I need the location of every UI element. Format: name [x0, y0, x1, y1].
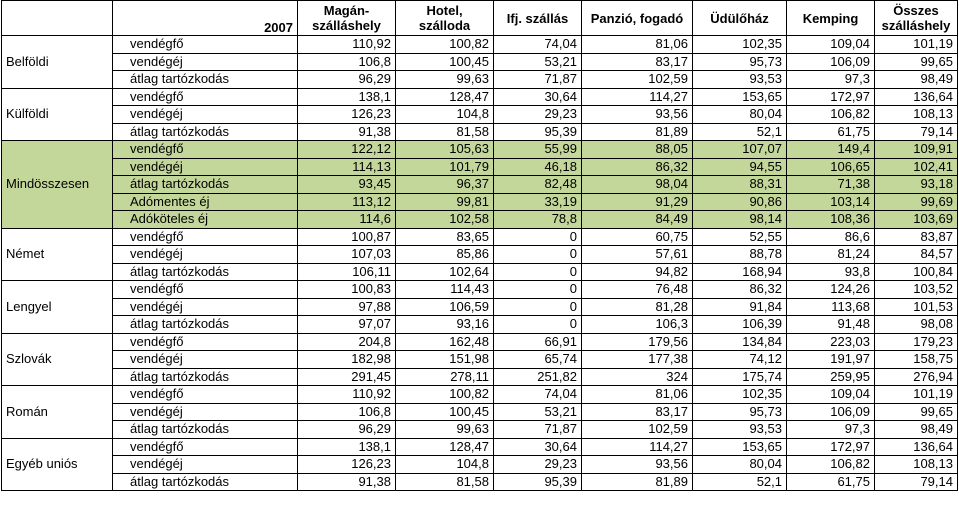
value-cell: 251,82 [494, 368, 582, 386]
column-header-holiday-house: Üdülőház [693, 1, 787, 36]
table-row [2, 141, 958, 159]
value-cell: 91,48 [787, 316, 875, 334]
value-cell: 182,98 [298, 351, 396, 369]
value-cell: 78,8 [494, 211, 582, 229]
value-cell: 102,59 [582, 71, 693, 89]
row-label: vendégéj [113, 246, 298, 264]
value-cell: 106,82 [787, 106, 875, 124]
value-cell: 29,23 [494, 106, 582, 124]
value-cell: 179,23 [875, 333, 958, 351]
value-cell: 126,23 [298, 106, 396, 124]
value-cell: 102,35 [693, 386, 787, 404]
row-label: átlag tartózkodás [113, 368, 298, 386]
value-cell: 53,21 [494, 53, 582, 71]
table-row [2, 351, 958, 369]
table-row [2, 106, 958, 124]
value-cell: 94,55 [693, 158, 787, 176]
row-label: átlag tartózkodás [113, 123, 298, 141]
value-cell: 102,35 [693, 36, 787, 54]
value-cell: 204,8 [298, 333, 396, 351]
value-cell: 106,39 [693, 316, 787, 334]
value-cell: 30,64 [494, 438, 582, 456]
value-cell: 81,28 [582, 298, 693, 316]
row-label: Adóköteles éj [113, 211, 298, 229]
table-row [2, 36, 958, 54]
group-label: Szlovák [2, 333, 113, 386]
value-cell: 110,92 [298, 36, 396, 54]
year-header: 2007 [113, 1, 298, 36]
value-cell: 97,88 [298, 298, 396, 316]
value-cell: 81,89 [582, 123, 693, 141]
value-cell: 113,12 [298, 193, 396, 211]
value-cell: 93,56 [582, 106, 693, 124]
value-cell: 84,57 [875, 246, 958, 264]
value-cell: 91,84 [693, 298, 787, 316]
value-cell: 100,45 [396, 53, 494, 71]
value-cell: 98,49 [875, 421, 958, 439]
value-cell: 93,8 [787, 263, 875, 281]
value-cell: 30,64 [494, 88, 582, 106]
column-header-camping: Kemping [787, 1, 875, 36]
row-label: vendégfő [113, 88, 298, 106]
table-row [2, 438, 958, 456]
value-cell: 0 [494, 281, 582, 299]
value-cell: 61,75 [787, 123, 875, 141]
row-label: átlag tartózkodás [113, 473, 298, 491]
table-body [2, 36, 958, 491]
value-cell: 99,69 [875, 193, 958, 211]
value-cell: 259,95 [787, 368, 875, 386]
value-cell: 122,12 [298, 141, 396, 159]
value-cell: 151,98 [396, 351, 494, 369]
row-label: vendégfő [113, 36, 298, 54]
value-cell: 0 [494, 316, 582, 334]
table-row [2, 71, 958, 89]
row-label: Adómentes éj [113, 193, 298, 211]
row-label: vendégfő [113, 333, 298, 351]
value-cell: 99,81 [396, 193, 494, 211]
table-row [2, 281, 958, 299]
column-header-private: Magán- szálláshely [298, 1, 396, 36]
value-cell: 80,04 [693, 106, 787, 124]
value-cell: 90,86 [693, 193, 787, 211]
value-cell: 100,82 [396, 386, 494, 404]
value-cell: 276,94 [875, 368, 958, 386]
value-cell: 106,8 [298, 403, 396, 421]
value-cell: 98,49 [875, 71, 958, 89]
value-cell: 107,07 [693, 141, 787, 159]
value-cell: 96,29 [298, 421, 396, 439]
value-cell: 106,8 [298, 53, 396, 71]
value-cell: 83,17 [582, 53, 693, 71]
value-cell: 100,84 [875, 263, 958, 281]
value-cell: 113,68 [787, 298, 875, 316]
value-cell: 223,03 [787, 333, 875, 351]
value-cell: 93,16 [396, 316, 494, 334]
value-cell: 128,47 [396, 438, 494, 456]
value-cell: 106,82 [787, 456, 875, 474]
value-cell: 107,03 [298, 246, 396, 264]
value-cell: 83,65 [396, 228, 494, 246]
value-cell: 191,97 [787, 351, 875, 369]
value-cell: 126,23 [298, 456, 396, 474]
value-cell: 138,1 [298, 88, 396, 106]
row-label: átlag tartózkodás [113, 263, 298, 281]
value-cell: 79,14 [875, 473, 958, 491]
column-header-pension: Panzió, fogadó [582, 1, 693, 36]
table-row [2, 298, 958, 316]
value-cell: 83,87 [875, 228, 958, 246]
value-cell: 74,12 [693, 351, 787, 369]
value-cell: 136,64 [875, 438, 958, 456]
value-cell: 0 [494, 228, 582, 246]
value-cell: 82,48 [494, 176, 582, 194]
table-row [2, 53, 958, 71]
value-cell: 96,37 [396, 176, 494, 194]
value-cell: 99,65 [875, 53, 958, 71]
group-label: Román [2, 386, 113, 439]
value-cell: 80,04 [693, 456, 787, 474]
value-cell: 97,3 [787, 421, 875, 439]
value-cell: 106,09 [787, 403, 875, 421]
value-cell: 102,41 [875, 158, 958, 176]
row-label: vendégéj [113, 298, 298, 316]
value-cell: 81,58 [396, 473, 494, 491]
value-cell: 0 [494, 263, 582, 281]
value-cell: 104,8 [396, 106, 494, 124]
value-cell: 99,65 [875, 403, 958, 421]
table-row [2, 88, 958, 106]
value-cell: 52,55 [693, 228, 787, 246]
value-cell: 124,26 [787, 281, 875, 299]
row-label: vendégéj [113, 53, 298, 71]
value-cell: 102,64 [396, 263, 494, 281]
header-row [2, 1, 958, 36]
value-cell: 291,45 [298, 368, 396, 386]
value-cell: 52,1 [693, 473, 787, 491]
value-cell: 88,31 [693, 176, 787, 194]
value-cell: 55,99 [494, 141, 582, 159]
value-cell: 86,32 [693, 281, 787, 299]
row-label: átlag tartózkodás [113, 176, 298, 194]
row-label: vendégéj [113, 106, 298, 124]
value-cell: 83,17 [582, 403, 693, 421]
value-cell: 33,19 [494, 193, 582, 211]
row-label: vendégfő [113, 386, 298, 404]
value-cell: 46,18 [494, 158, 582, 176]
value-cell: 91,38 [298, 473, 396, 491]
column-header-hotel: Hotel, szálloda [396, 1, 494, 36]
value-cell: 88,05 [582, 141, 693, 159]
value-cell: 81,06 [582, 36, 693, 54]
value-cell: 278,11 [396, 368, 494, 386]
value-cell: 101,19 [875, 36, 958, 54]
table-row [2, 386, 958, 404]
value-cell: 52,1 [693, 123, 787, 141]
row-label: vendégéj [113, 403, 298, 421]
value-cell: 93,45 [298, 176, 396, 194]
value-cell: 101,79 [396, 158, 494, 176]
table-row [2, 228, 958, 246]
value-cell: 114,27 [582, 438, 693, 456]
value-cell: 74,04 [494, 386, 582, 404]
value-cell: 95,73 [693, 53, 787, 71]
value-cell: 100,45 [396, 403, 494, 421]
value-cell: 57,61 [582, 246, 693, 264]
value-cell: 97,3 [787, 71, 875, 89]
statistics-table [1, 0, 958, 491]
value-cell: 81,06 [582, 386, 693, 404]
value-cell: 103,14 [787, 193, 875, 211]
value-cell: 66,91 [494, 333, 582, 351]
value-cell: 91,38 [298, 123, 396, 141]
value-cell: 71,87 [494, 71, 582, 89]
value-cell: 93,53 [693, 71, 787, 89]
value-cell: 53,21 [494, 403, 582, 421]
table-row [2, 456, 958, 474]
value-cell: 81,89 [582, 473, 693, 491]
value-cell: 95,39 [494, 473, 582, 491]
value-cell: 106,09 [787, 53, 875, 71]
value-cell: 97,07 [298, 316, 396, 334]
value-cell: 93,56 [582, 456, 693, 474]
value-cell: 79,14 [875, 123, 958, 141]
value-cell: 86,6 [787, 228, 875, 246]
value-cell: 93,53 [693, 421, 787, 439]
value-cell: 103,52 [875, 281, 958, 299]
value-cell: 65,74 [494, 351, 582, 369]
value-cell: 105,63 [396, 141, 494, 159]
value-cell: 94,82 [582, 263, 693, 281]
value-cell: 103,69 [875, 211, 958, 229]
value-cell: 0 [494, 298, 582, 316]
value-cell: 95,73 [693, 403, 787, 421]
value-cell: 74,04 [494, 36, 582, 54]
value-cell: 98,04 [582, 176, 693, 194]
value-cell: 98,08 [875, 316, 958, 334]
value-cell: 71,87 [494, 421, 582, 439]
value-cell: 175,74 [693, 368, 787, 386]
value-cell: 86,32 [582, 158, 693, 176]
group-label: Mindösszesen [2, 141, 113, 229]
group-label: Német [2, 228, 113, 281]
table-row [2, 368, 958, 386]
value-cell: 168,94 [693, 263, 787, 281]
value-cell: 102,58 [396, 211, 494, 229]
value-cell: 114,6 [298, 211, 396, 229]
value-cell: 29,23 [494, 456, 582, 474]
value-cell: 106,11 [298, 263, 396, 281]
value-cell: 76,48 [582, 281, 693, 299]
table-row [2, 421, 958, 439]
value-cell: 177,38 [582, 351, 693, 369]
value-cell: 158,75 [875, 351, 958, 369]
value-cell: 81,24 [787, 246, 875, 264]
value-cell: 102,59 [582, 421, 693, 439]
value-cell: 108,13 [875, 106, 958, 124]
value-cell: 108,36 [787, 211, 875, 229]
value-cell: 88,78 [693, 246, 787, 264]
value-cell: 106,59 [396, 298, 494, 316]
row-label: vendégéj [113, 158, 298, 176]
value-cell: 101,53 [875, 298, 958, 316]
row-label: vendégfő [113, 228, 298, 246]
value-cell: 106,3 [582, 316, 693, 334]
value-cell: 109,04 [787, 386, 875, 404]
table-row [2, 333, 958, 351]
value-cell: 60,75 [582, 228, 693, 246]
row-label: vendégfő [113, 281, 298, 299]
value-cell: 84,49 [582, 211, 693, 229]
table-row [2, 316, 958, 334]
value-cell: 162,48 [396, 333, 494, 351]
row-label: átlag tartózkodás [113, 421, 298, 439]
value-cell: 114,27 [582, 88, 693, 106]
table-row [2, 211, 958, 229]
table-row [2, 473, 958, 491]
table-row [2, 193, 958, 211]
value-cell: 104,8 [396, 456, 494, 474]
group-label: Külföldi [2, 88, 113, 141]
value-cell: 96,29 [298, 71, 396, 89]
value-cell: 61,75 [787, 473, 875, 491]
value-cell: 153,65 [693, 438, 787, 456]
value-cell: 172,97 [787, 438, 875, 456]
value-cell: 98,14 [693, 211, 787, 229]
blank-header-cell [2, 1, 113, 36]
value-cell: 109,91 [875, 141, 958, 159]
row-label: vendégfő [113, 438, 298, 456]
group-label: Lengyel [2, 281, 113, 334]
row-label: átlag tartózkodás [113, 71, 298, 89]
value-cell: 114,43 [396, 281, 494, 299]
value-cell: 106,65 [787, 158, 875, 176]
value-cell: 100,82 [396, 36, 494, 54]
column-header-youth: Ifj. szállás [494, 1, 582, 36]
table-row [2, 123, 958, 141]
value-cell: 100,87 [298, 228, 396, 246]
value-cell: 324 [582, 368, 693, 386]
row-label: vendégéj [113, 456, 298, 474]
value-cell: 149,4 [787, 141, 875, 159]
value-cell: 114,13 [298, 158, 396, 176]
value-cell: 110,92 [298, 386, 396, 404]
value-cell: 93,18 [875, 176, 958, 194]
table-row [2, 263, 958, 281]
value-cell: 134,84 [693, 333, 787, 351]
group-label: Egyéb uniós [2, 438, 113, 491]
value-cell: 109,04 [787, 36, 875, 54]
table-row [2, 158, 958, 176]
row-label: átlag tartózkodás [113, 316, 298, 334]
group-label: Belföldi [2, 36, 113, 89]
value-cell: 71,38 [787, 176, 875, 194]
table-row [2, 403, 958, 421]
column-header-total: Összes szálláshely [875, 1, 958, 36]
row-label: vendégéj [113, 351, 298, 369]
value-cell: 99,63 [396, 71, 494, 89]
value-cell: 85,86 [396, 246, 494, 264]
value-cell: 99,63 [396, 421, 494, 439]
value-cell: 0 [494, 246, 582, 264]
value-cell: 108,13 [875, 456, 958, 474]
table-row [2, 176, 958, 194]
row-label: vendégfő [113, 141, 298, 159]
value-cell: 81,58 [396, 123, 494, 141]
value-cell: 95,39 [494, 123, 582, 141]
value-cell: 136,64 [875, 88, 958, 106]
value-cell: 153,65 [693, 88, 787, 106]
value-cell: 91,29 [582, 193, 693, 211]
value-cell: 128,47 [396, 88, 494, 106]
table-row [2, 246, 958, 264]
value-cell: 101,19 [875, 386, 958, 404]
value-cell: 100,83 [298, 281, 396, 299]
value-cell: 179,56 [582, 333, 693, 351]
value-cell: 172,97 [787, 88, 875, 106]
value-cell: 138,1 [298, 438, 396, 456]
